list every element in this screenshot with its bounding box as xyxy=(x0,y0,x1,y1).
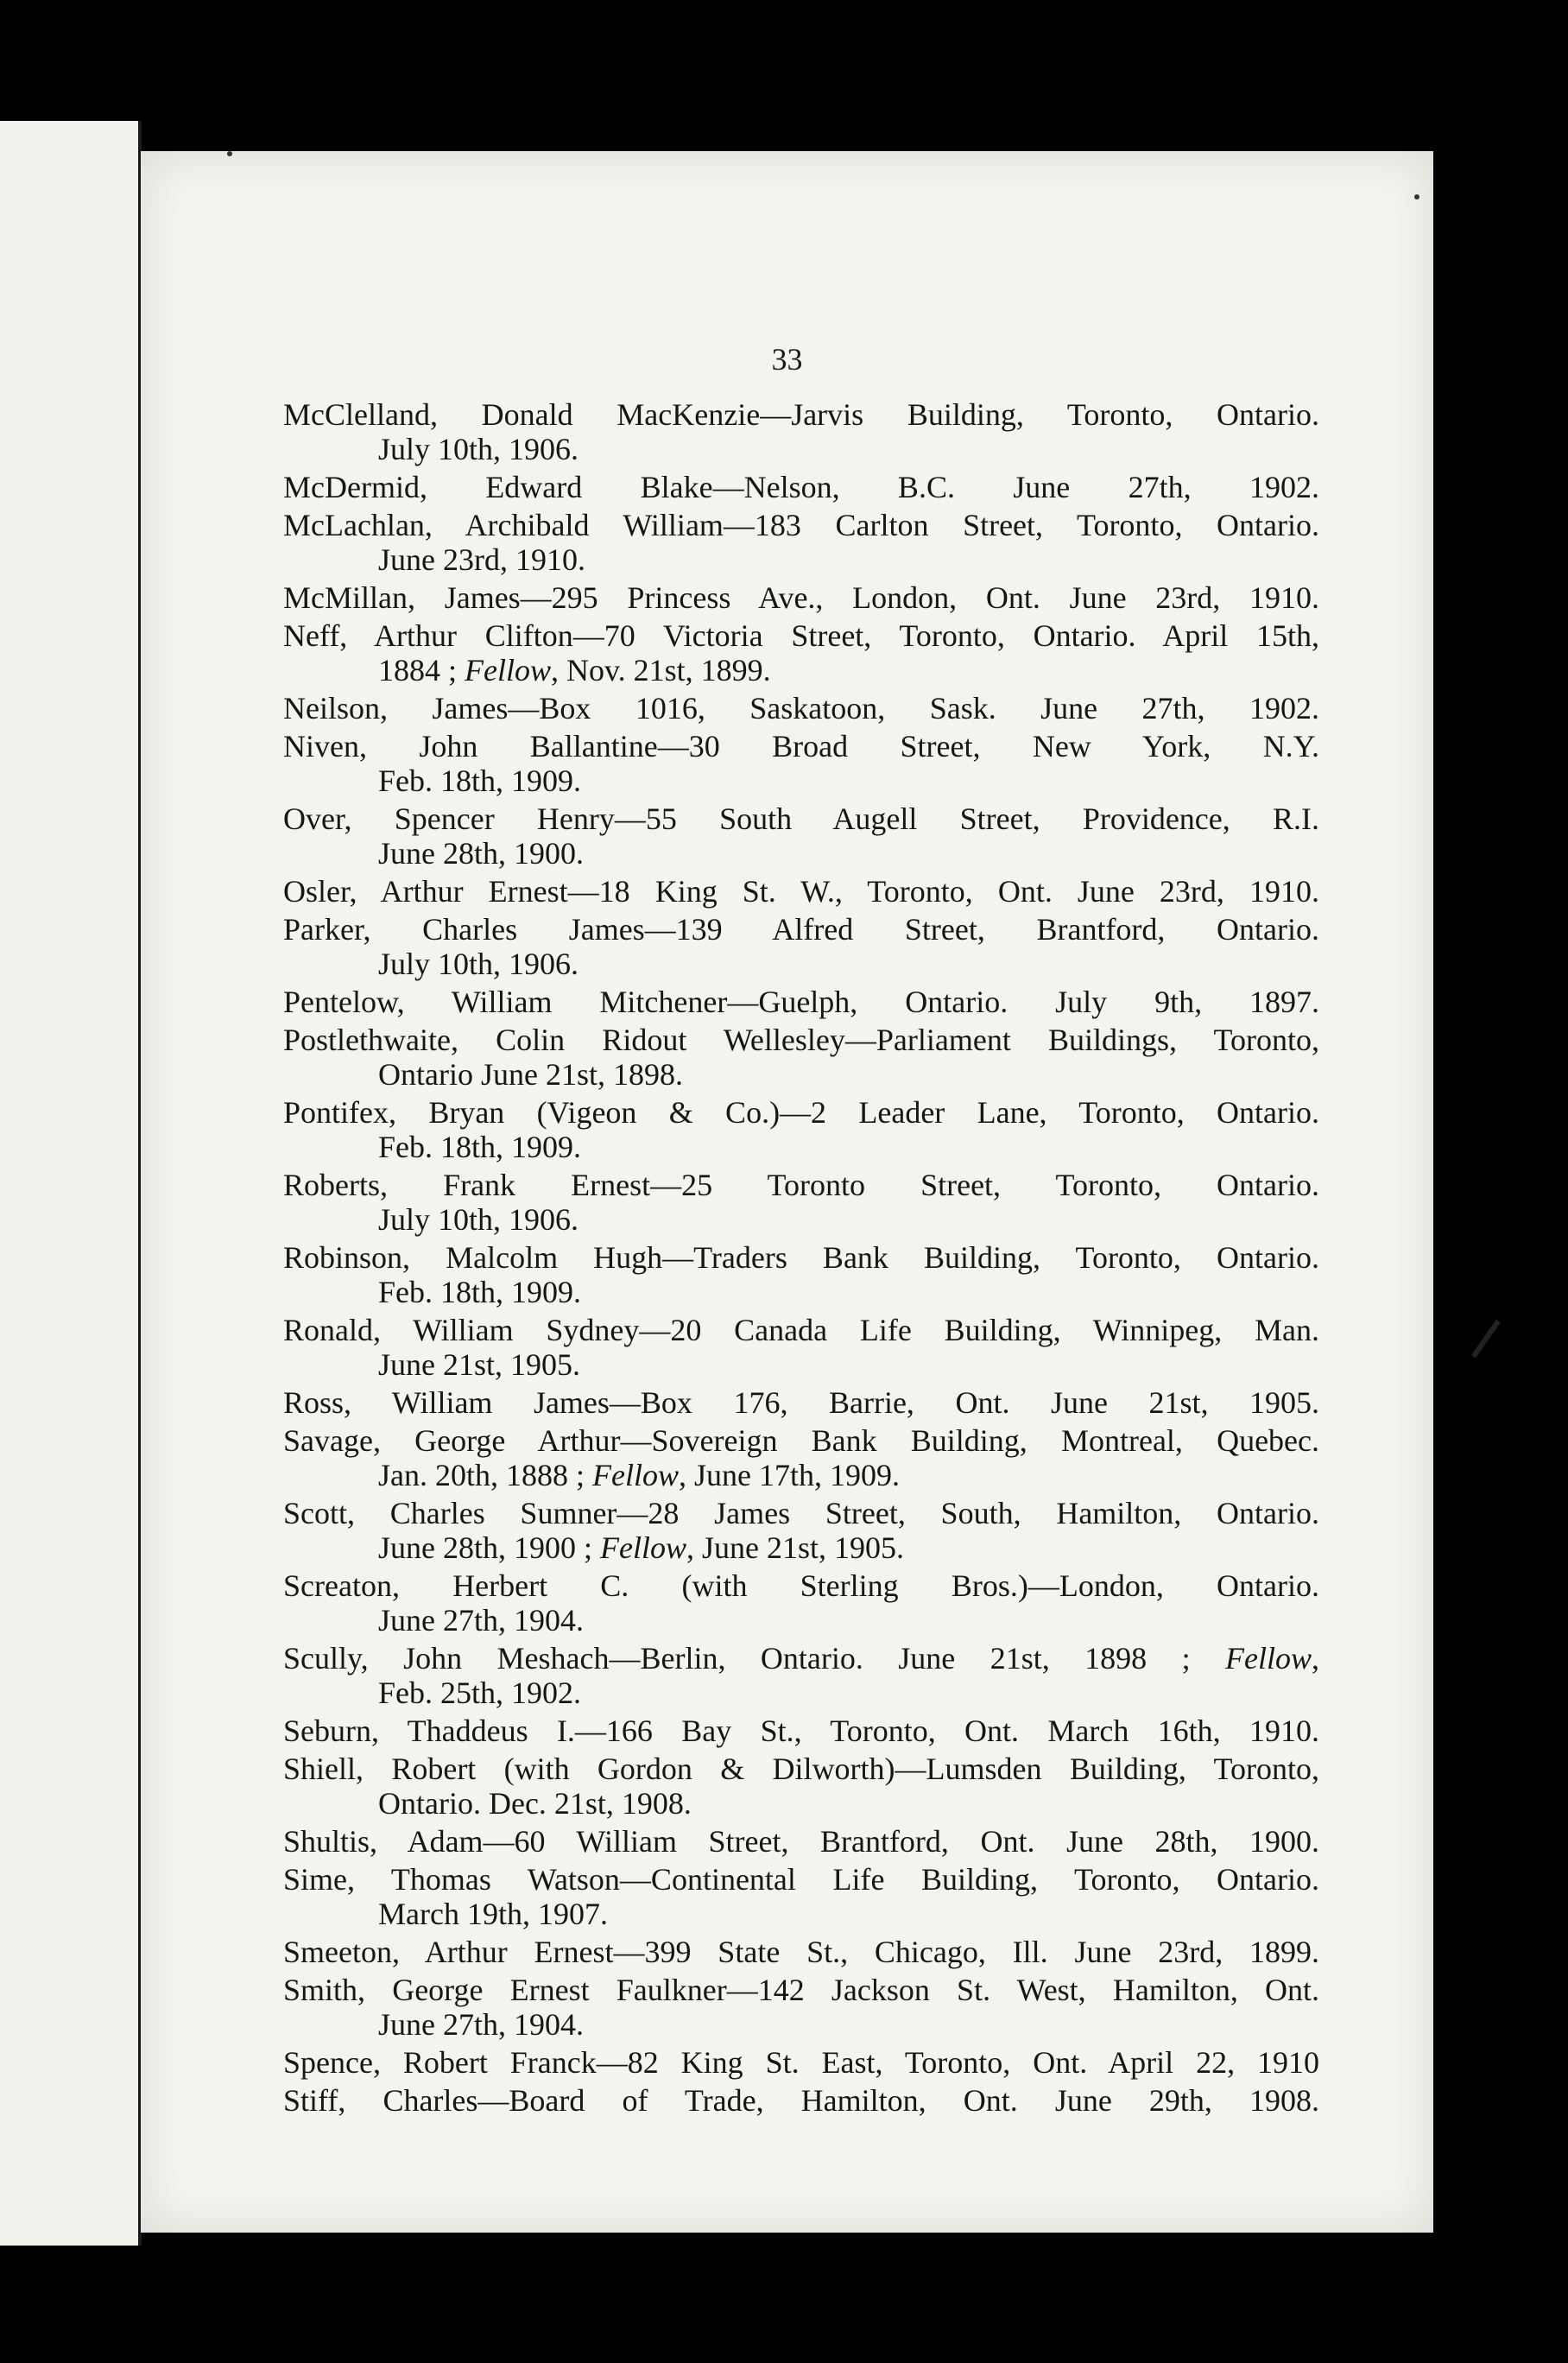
entry-line: Smeeton, Arthur Ernest—399 State St., Chicago, Ill. June 23rd, 1899. xyxy=(283,1935,1319,1969)
fellow-italic: Fellow xyxy=(1225,1641,1312,1676)
entry-continuation: Ontario. Dec. 21st, 1908. xyxy=(378,1786,692,1821)
entry-line: Savage, George Arthur—Sovereign Bank Building, Montreal, Quebec. xyxy=(283,1423,1319,1458)
entry-line: McDermid, Edward Blake—Nelson, B.C. June 27th, 1902. xyxy=(283,470,1319,504)
entry-continuation: July 10th, 1906. xyxy=(378,947,579,981)
entry xyxy=(283,618,1319,687)
entry-line: McMillan, James—295 Princess Ave., London, Ont. June 23rd, 1910. xyxy=(283,580,1319,615)
entry-line: Ronald, William Sydney—20 Canada Life Building, Winnipeg, Man. xyxy=(283,1313,1319,1347)
entry xyxy=(283,397,1319,466)
entry-line: Over, Spencer Henry—55 South Augell Street, Providence, R.I. xyxy=(283,801,1319,836)
entry xyxy=(283,1313,1319,1382)
entry-line: McLachlan, Archibald William—183 Carlton Street, Toronto, Ontario. xyxy=(283,508,1319,542)
entry xyxy=(283,1935,1319,1969)
entry-continuation: Feb. 25th, 1902. xyxy=(378,1676,582,1710)
entry-continuation: Feb. 18th, 1909. xyxy=(378,1275,582,1309)
fellow-italic: Fellow xyxy=(592,1458,679,1492)
entry-line: Roberts, Frank Ernest—25 Toronto Street, Toronto, Ontario. xyxy=(283,1168,1319,1202)
entry-line: Smith, George Ernest Faulkner—142 Jackson St. West, Hamilton, Ont. xyxy=(283,1973,1319,2007)
entry-continuation: Feb. 18th, 1909. xyxy=(378,763,582,798)
entry-continuation: June 21st, 1905. xyxy=(378,1347,580,1382)
entry xyxy=(283,1752,1319,1821)
entry xyxy=(283,1568,1319,1638)
entry xyxy=(283,1240,1319,1309)
entry-continuation: July 10th, 1906. xyxy=(378,432,579,466)
entry-line: Sime, Thomas Watson—Continental Life Building, Toronto, Ontario. xyxy=(283,1862,1319,1897)
entry-line: Shiell, Robert (with Gordon & Dilworth)—Lumsden Building, Toronto, xyxy=(283,1752,1319,1786)
entry xyxy=(283,2045,1319,2080)
fellow-italic: Fellow xyxy=(600,1530,686,1565)
entry-continuation: Jan. 20th, 1888 ; Fellow, June 17th, 1909. xyxy=(378,1458,900,1492)
entry xyxy=(283,1973,1319,2042)
entry xyxy=(283,801,1319,871)
entry-line: Pentelow, William Mitchener—Guelph, Ontario. July 9th, 1897. xyxy=(283,985,1319,1019)
entry-line: Screaton, Herbert C. (with Sterling Bros.)—London, Ontario. xyxy=(283,1568,1319,1603)
entry-continuation: Feb. 18th, 1909. xyxy=(378,1130,582,1164)
entry-line: Scott, Charles Sumner—28 James Street, South, Hamilton, Ontario. xyxy=(283,1496,1319,1530)
entry-continuation: June 23rd, 1910. xyxy=(378,542,585,577)
entry-continuation: June 27th, 1904. xyxy=(378,2007,584,2042)
entry-line: Stiff, Charles—Board of Trade, Hamilton, Ont. June 29th, 1908. xyxy=(283,2083,1319,2118)
entry-continuation: July 10th, 1906. xyxy=(378,1202,579,1237)
entry-line: McClelland, Donald MacKenzie—Jarvis Building, Toronto, Ontario. xyxy=(283,397,1319,432)
fellow-italic: Fellow xyxy=(465,653,551,687)
entry xyxy=(283,985,1319,1019)
entry xyxy=(283,1095,1319,1164)
entry-line: Scully, John Meshach—Berlin, Ontario. June 21st, 1898 ; Fellow, xyxy=(283,1641,1319,1676)
entry xyxy=(283,874,1319,909)
entry xyxy=(283,2083,1319,2118)
entry-line: Osler, Arthur Ernest—18 King St. W., Toronto, Ont. June 23rd, 1910. xyxy=(283,874,1319,909)
entry xyxy=(283,729,1319,798)
entry-continuation: June 28th, 1900. xyxy=(378,836,584,871)
dust-speck xyxy=(227,151,232,156)
entry xyxy=(283,912,1319,981)
entry xyxy=(283,580,1319,615)
entry-continuation: Ontario June 21st, 1898. xyxy=(378,1057,683,1092)
margin-pencil-mark xyxy=(1471,1320,1501,1358)
dust-speck xyxy=(1414,194,1419,200)
entry-line: Robinson, Malcolm Hugh—Traders Bank Building, Toronto, Ontario. xyxy=(283,1240,1319,1275)
entry xyxy=(283,508,1319,577)
entry xyxy=(283,470,1319,504)
entry-line: Ross, William James—Box 176, Barrie, Ont. June 21st, 1905. xyxy=(283,1385,1319,1420)
entry xyxy=(283,1023,1319,1092)
entry xyxy=(283,1496,1319,1565)
page-number: 33 xyxy=(771,342,803,377)
entry xyxy=(283,691,1319,725)
entry xyxy=(283,1168,1319,1237)
entry-line: Postlethwaite, Colin Ridout Wellesley—Parliament Buildings, Toronto, xyxy=(283,1023,1319,1057)
entry xyxy=(283,1423,1319,1492)
entry-continuation: 1884 ; Fellow, Nov. 21st, 1899. xyxy=(378,653,771,687)
entry-continuation: June 27th, 1904. xyxy=(378,1603,584,1638)
adjacent-page-edge xyxy=(0,121,142,2246)
entry-line: Parker, Charles James—139 Alfred Street, Brantford, Ontario. xyxy=(283,912,1319,947)
entry xyxy=(283,1824,1319,1859)
entry xyxy=(283,1641,1319,1710)
entry xyxy=(283,1714,1319,1748)
directory-entries xyxy=(283,397,1319,2121)
entry-line: Shultis, Adam—60 William Street, Brantford, Ont. June 28th, 1900. xyxy=(283,1824,1319,1859)
entry-line: Spence, Robert Franck—82 King St. East, Toronto, Ont. April 22, 1910 xyxy=(283,2045,1319,2080)
entry-continuation: June 28th, 1900 ; Fellow, June 21st, 1905. xyxy=(378,1530,904,1565)
document-page xyxy=(141,151,1433,2233)
entry-line: Pontifex, Bryan (Vigeon & Co.)—2 Leader Lane, Toronto, Ontario. xyxy=(283,1095,1319,1130)
entry-continuation: March 19th, 1907. xyxy=(378,1897,608,1931)
entry-line: Neff, Arthur Clifton—70 Victoria Street, Toronto, Ontario. April 15th, xyxy=(283,618,1319,653)
entry-line: Neilson, James—Box 1016, Saskatoon, Sask. June 27th, 1902. xyxy=(283,691,1319,725)
entry-line: Niven, John Ballantine—30 Broad Street, New York, N.Y. xyxy=(283,729,1319,763)
entry xyxy=(283,1862,1319,1931)
entry xyxy=(283,1385,1319,1420)
entry-line: Seburn, Thaddeus I.—166 Bay St., Toronto, Ont. March 16th, 1910. xyxy=(283,1714,1319,1748)
